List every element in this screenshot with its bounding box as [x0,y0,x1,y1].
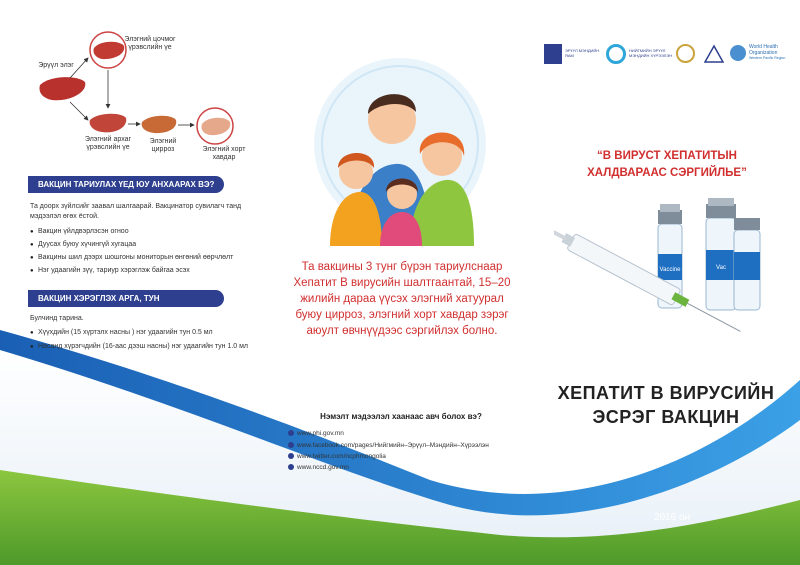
link-twitter[interactable]: www.twitter.com/ncphmongolia [288,452,386,461]
ncph-emblem-icon [606,44,626,64]
vaccine-syringe-illustration [554,196,784,366]
label-cancer-liver: Элэгний хорт хавдар [202,146,246,161]
section-header-precautions: ВАКЦИН ТАРИУЛАХ ҮЕД ЮУ АНХААРАХ ВЭ? [28,176,224,193]
publication-year: 2016 он [653,512,691,523]
cancer-liver-icon [201,118,230,135]
triangle-emblem-icon [704,44,724,64]
globe-icon [288,464,294,470]
label-chronic-liver: Элэгний архаг үрэвслийн үе [84,136,132,151]
svg-text:Vaccine: Vaccine [659,267,681,273]
globe-icon [288,430,294,436]
who-emblem-icon [730,45,746,61]
twitter-icon [288,453,294,459]
vaccination-message: Та вакцины 3 тунг бүрэн тариулснаар Хепатит В вирусийн шалтгаантай, 15–20 жилийн дараа үүсэх элэгний хатуурал буюу цирроз, элэгний хорт хавдар зэрэг аюулт өвчнүүдээс сэргийлэх болно. [293,261,511,337]
facebook-icon [288,442,294,448]
cirrhosis-liver-icon [142,116,177,133]
dosage-item: ● Насанд хүрэгчдийн (16-аас дээш насны) нэг удаагийн тун 1.0 мл [38,342,253,352]
link-phi[interactable]: www.phi.gov.mn [288,429,344,438]
who-logo: World Health Organization Western Pacific Region [730,44,792,64]
ministry-logo: ЭРҮҮЛ МЭНДИЙН ЯАМ [544,44,604,64]
seal-logo [676,44,696,64]
dosage-intro: Булчинд тарина. [30,315,84,322]
precautions-intro: Та доорх зүйлсийг заавал шалгаарай. Вакцинатор сувилагч танд мэдээлэл өгөх ёстой. [30,203,242,220]
healthy-liver-icon [40,77,86,100]
chronic-liver-icon [90,114,127,133]
label-healthy-liver: Эрүүл элэг [38,62,74,69]
link-nccd[interactable]: www.nccd.gov.mn [288,463,349,472]
family-illustration [310,46,490,246]
seal-emblem-icon [676,44,695,63]
ncph-logo: НИЙГМИЙН ЭРҮҮЛ МЭНДИЙН ХҮРЭЭЛЭН [606,44,674,64]
label-cirrhosis-liver: Элэгний цирроз [149,138,177,153]
ministry-emblem-icon [544,44,562,64]
right-panel [534,0,800,565]
precaution-item: ● Нэг удаагийн зүү, тариур хэрэглэж байгаа эсэх [38,266,253,276]
precaution-item: ● Вакцины шил дээрх шошгоны мониторын өнгөний өөрчлөлт [38,253,253,263]
svg-text:Vac: Vac [716,265,726,271]
dosage-item: ● Хүүхдийн (15 хүртэлх насны ) нэг удаагийн тун 0.5 мл [38,328,253,338]
brochure-title: ХЕПАТИТ В ВИРУСИЙН ЭСРЭГ ВАКЦИН [557,383,775,427]
left-panel [0,0,266,565]
slogan: “В ВИРУСТ ХЕПАТИТЫН ХАЛДВАРААС СЭРГИЙЛЬЕ” [587,150,747,179]
precaution-item: ● Дуусах буюу хүчингүй хугацаа [38,240,253,250]
label-acute-liver: Элэгний цочмог үрэвслийн үе [124,36,176,51]
precaution-item: ● Вакцин үйлдвэрлэсэн огноо [38,227,253,237]
middle-panel [266,0,534,565]
section-header-dosage: ВАКЦИН ХЭРЭГЛЭХ АРГА, ТУН [28,290,224,307]
more-info-title: Нэмэлт мэдээлэл хаанаас авч болох вэ? [320,412,482,421]
link-facebook[interactable]: www.facebook.com/pages/Нийгмийн–Эрүүл–Мэндийн–Хүрээлэн [288,441,489,450]
triangle-logo [704,44,724,64]
